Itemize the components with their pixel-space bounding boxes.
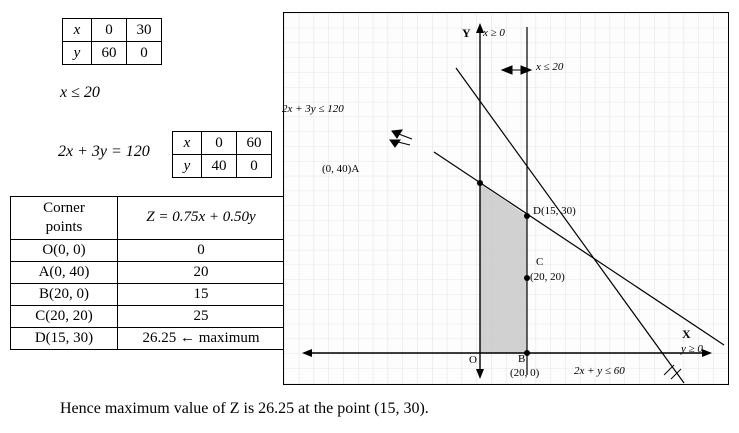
corner-point-a: A(0, 40) bbox=[11, 261, 118, 283]
conclusion-text: Hence maximum value of Z is 26.25 at the point (15, 30). bbox=[60, 400, 429, 417]
table-row bbox=[173, 155, 272, 178]
table2-y-v1: 40 bbox=[202, 155, 237, 178]
corner-point-b: B(20, 0) bbox=[11, 283, 118, 305]
table-row bbox=[11, 261, 285, 283]
value-table-2 bbox=[172, 131, 272, 178]
graph-label-x-axis: X bbox=[682, 327, 691, 341]
table-row bbox=[11, 305, 285, 327]
graph-label-2x-3y-120: 2x + 3y ≤ 120 bbox=[282, 103, 344, 115]
corner-value-d: 26.25 ← maximum bbox=[118, 327, 285, 349]
graph-label-point-b: B bbox=[518, 353, 526, 365]
graph-label-point-c-coords: (20, 20) bbox=[530, 271, 565, 283]
corner-points-table bbox=[10, 196, 285, 350]
corner-point-o: O(0, 0) bbox=[11, 239, 118, 261]
graph-label-x-ge-0: x ≥ 0 bbox=[483, 27, 505, 39]
value-table-2-grid bbox=[172, 131, 272, 178]
corner-header-points bbox=[11, 197, 118, 240]
graph-panel bbox=[283, 12, 729, 385]
table-row bbox=[173, 132, 272, 155]
constraint-x-le-20: x ≤ 20 bbox=[60, 84, 100, 101]
table-row bbox=[11, 327, 285, 349]
table1-x-v1: 0 bbox=[92, 19, 127, 42]
point-a-marker bbox=[477, 180, 483, 186]
table2-var-y: y bbox=[173, 155, 202, 178]
equation-line-2: 2x + 3y = 120 bbox=[58, 143, 150, 160]
value-table-1-grid bbox=[62, 18, 162, 65]
corner-value-a: 20 bbox=[118, 261, 285, 283]
corner-header-z: Z = 0.75x + 0.50y bbox=[118, 197, 285, 240]
corner-value-o: 0 bbox=[118, 239, 285, 261]
table2-x-v2: 60 bbox=[237, 132, 272, 155]
table1-x-v2: 30 bbox=[127, 19, 162, 42]
value-table-1 bbox=[62, 18, 162, 65]
table-header-row bbox=[11, 197, 285, 240]
graph-label-y-ge-0: y ≥ 0 bbox=[681, 343, 703, 355]
table2-var-x: x bbox=[173, 132, 202, 155]
table2-y-v2: 0 bbox=[237, 155, 272, 178]
table1-y-v1: 60 bbox=[92, 42, 127, 65]
graph-label-y-axis: Y bbox=[462, 26, 471, 40]
table-row bbox=[63, 19, 162, 42]
table1-var-y: y bbox=[63, 42, 92, 65]
graph-svg bbox=[284, 13, 728, 384]
point-d-marker bbox=[524, 213, 530, 219]
graph-label-origin: O bbox=[469, 354, 477, 366]
corner-point-c: C(20, 20) bbox=[11, 305, 118, 327]
corner-value-c: 25 bbox=[118, 305, 285, 327]
graph-label-point-b-coords: (20, 0) bbox=[510, 367, 540, 379]
graph-label-x-le-20: x ≤ 20 bbox=[536, 61, 564, 73]
table-row bbox=[11, 283, 285, 305]
corner-header-line2: points bbox=[45, 218, 83, 235]
graph-label-point-c: C bbox=[536, 256, 544, 268]
table1-var-x: x bbox=[63, 19, 92, 42]
table1-y-v2: 0 bbox=[127, 42, 162, 65]
graph-label-2x-y-60: 2x + y ≤ 60 bbox=[574, 365, 625, 377]
graph-label-point-a: (0, 40)A bbox=[322, 163, 360, 175]
corner-point-d: D(15, 30) bbox=[11, 327, 118, 349]
corner-value-b: 15 bbox=[118, 283, 285, 305]
corner-points-grid bbox=[10, 196, 285, 350]
corner-header-line1: Corner bbox=[43, 200, 85, 216]
table-row bbox=[11, 239, 285, 261]
table-row bbox=[63, 42, 162, 65]
graph-label-point-d: D(15, 30) bbox=[533, 205, 576, 217]
table2-x-v1: 0 bbox=[202, 132, 237, 155]
